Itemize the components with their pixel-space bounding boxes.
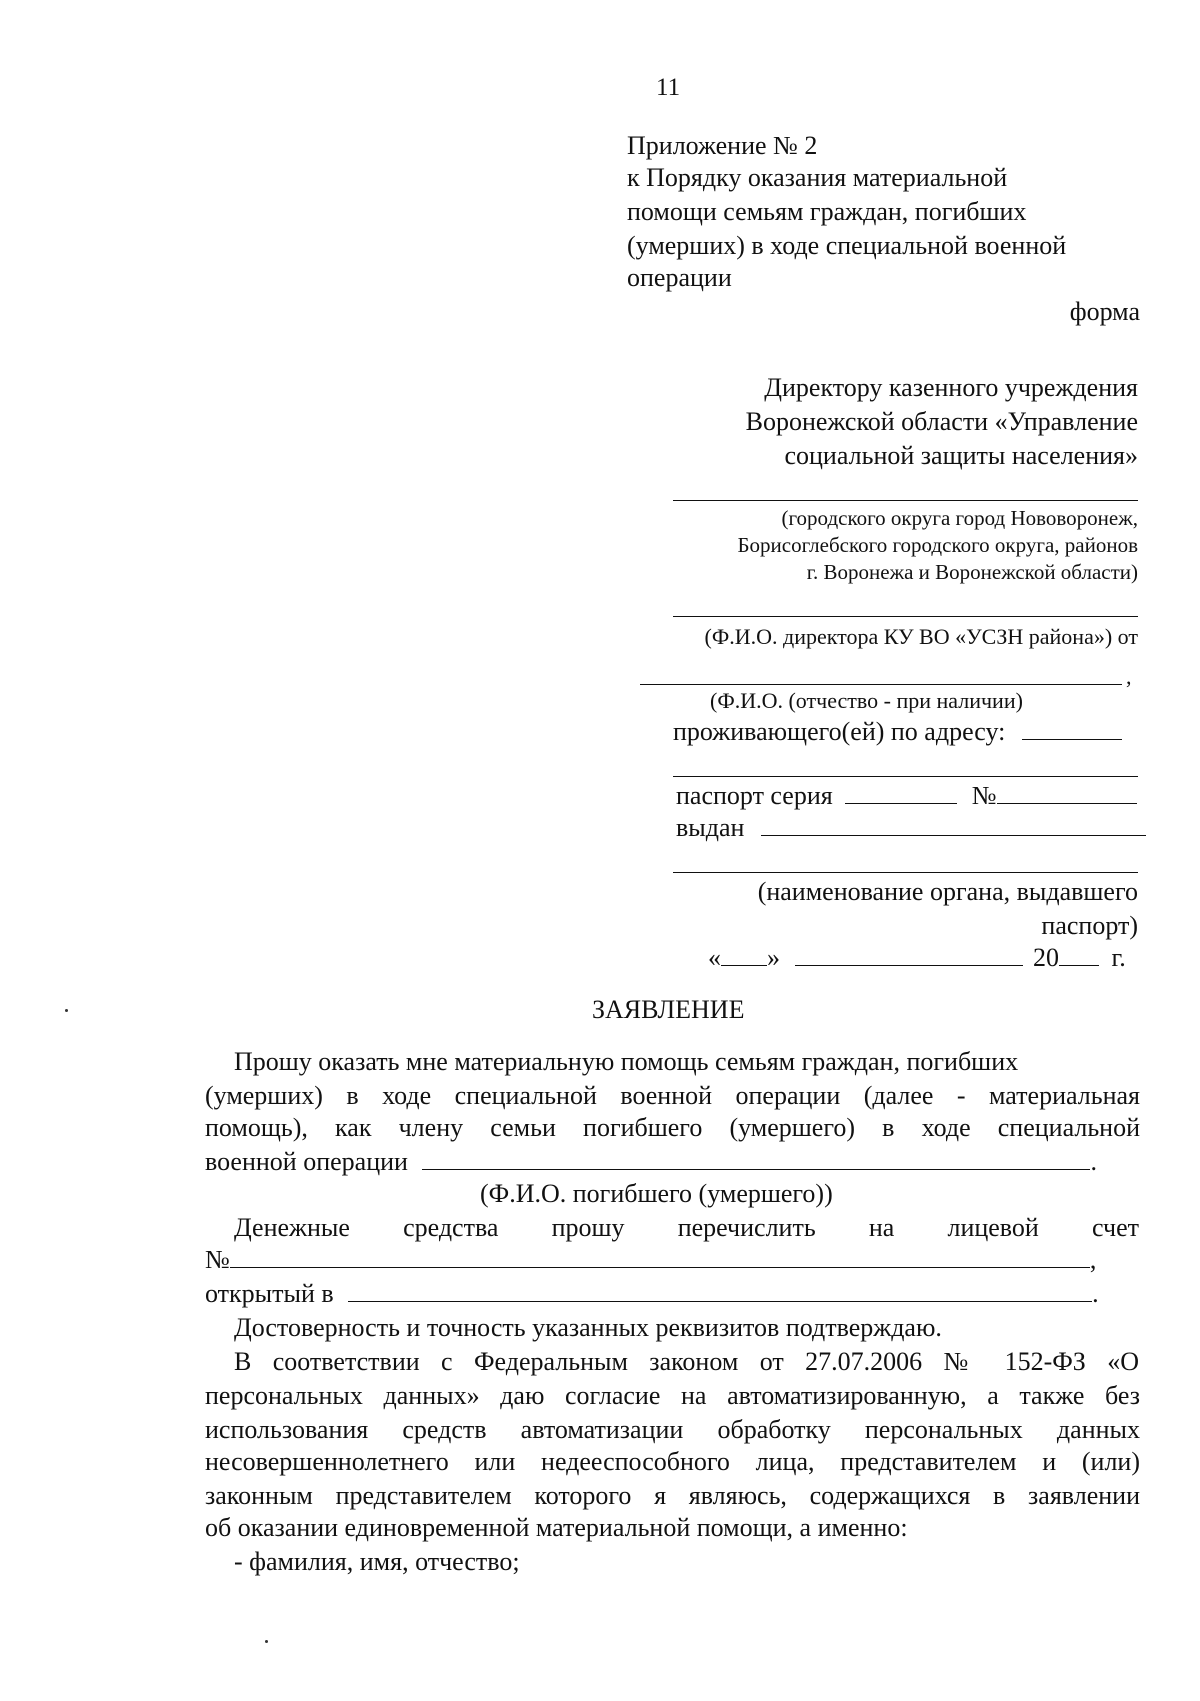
issued-row (676, 812, 1146, 844)
consent-line-text: использования средств автоматизации обработку персональных данных (205, 1415, 1140, 1444)
page-number: 11 (656, 74, 681, 101)
body-line (205, 1080, 1140, 1112)
deceased-note: (Ф.И.О. погибшего (умершего)) (480, 1179, 833, 1208)
district-note: Борисоглебского городского округа, районов (737, 533, 1138, 557)
director-name-blank-line[interactable] (673, 616, 1138, 617)
consent-line (205, 1446, 1140, 1478)
address-continuation-line[interactable] (673, 776, 1138, 777)
passport-series-label: паспорт серия (676, 781, 833, 810)
consent-line (234, 1346, 1139, 1378)
consent-line (205, 1480, 1140, 1512)
date-open-quote: « (708, 943, 721, 972)
scan-speck (65, 1009, 68, 1012)
addressee-line: Директору казенного учреждения (764, 373, 1138, 402)
district-note: (городского округа город Нововоронеж, (781, 506, 1138, 530)
applicant-note: (Ф.И.О. (отчество - при наличии) (710, 688, 1023, 713)
body-line (234, 1046, 1139, 1078)
scan-speck (265, 1640, 268, 1643)
issuer-note-line: (наименование органа, выдавшего (757, 877, 1138, 906)
passport-row (676, 780, 1137, 812)
account-number-field[interactable] (230, 1245, 1090, 1268)
statement-title: ЗАЯВЛЕНИЕ (592, 995, 745, 1024)
body-line-text: помощь), как члену семьи погибшего (умершего) в ходе специальной (205, 1113, 1140, 1142)
opened-label: открытый в (205, 1279, 334, 1308)
deceased-name-field[interactable] (422, 1147, 1090, 1170)
deceased-row (205, 1146, 1097, 1178)
consent-line (205, 1380, 1140, 1412)
funds-line (234, 1212, 1139, 1244)
director-note: (Ф.И.О. директора КУ ВО «УСЗН района») от (704, 624, 1138, 649)
list-item: - фамилия, имя, отчество; (234, 1547, 520, 1576)
address-label: проживающего(ей) по адресу: (673, 717, 1006, 746)
account-row (205, 1244, 1096, 1276)
addressee-line: социальной защиты населения» (784, 441, 1138, 470)
consent-line (205, 1414, 1140, 1446)
body-line-text: (умерших) в ходе специальной военной операции (далее - материальная (205, 1081, 1140, 1110)
consent-line-text: В соответствии с Федеральным законом от 27.07.2006 № 152-ФЗ «О (234, 1347, 1139, 1376)
consent-line-text: законным представителем которого я являюсь, содержащихся в заявлении (205, 1481, 1140, 1510)
issuer-blank-line[interactable] (673, 872, 1138, 873)
district-blank-line[interactable] (673, 500, 1138, 501)
appendix-line: операции (627, 263, 732, 292)
address-row (673, 716, 1122, 748)
passport-number-field[interactable] (997, 781, 1137, 804)
account-label: № (205, 1245, 230, 1274)
district-note: г. Воронежа и Воронежской области) (806, 560, 1138, 584)
funds-word: средства (403, 1213, 499, 1242)
deceased-label: военной операции (205, 1147, 408, 1176)
consent-line-text: об оказании единовременной материальной помощи, а именно: (205, 1513, 908, 1542)
confirm-line: Достоверность и точность указанных реквизитов подтверждаю. (234, 1313, 942, 1342)
funds-word: прошу (551, 1213, 625, 1242)
issuer-note-line: паспорт) (1041, 911, 1138, 940)
consent-line-text: персональных данных» даю согласие на автоматизированную, а также без (205, 1381, 1140, 1410)
passport-number-label: № (971, 781, 997, 810)
issued-field[interactable] (761, 813, 1146, 836)
date-day-field[interactable] (721, 943, 767, 966)
account-row-end: , (1089, 1245, 1097, 1274)
passport-series-field[interactable] (845, 781, 957, 804)
issued-label: выдан (676, 813, 745, 842)
date-month-field[interactable] (795, 943, 1023, 966)
funds-word: счет (1091, 1213, 1139, 1242)
bank-field[interactable] (348, 1279, 1092, 1302)
consent-line (205, 1512, 908, 1544)
appendix-line: (умерших) в ходе специальной военной (627, 231, 1067, 260)
form-label: форма (1069, 297, 1140, 326)
address-field[interactable] (1022, 717, 1122, 740)
appendix-title: Приложение № 2 (627, 131, 818, 160)
date-year-prefix: 20 (1033, 943, 1059, 972)
funds-word: перечислить (677, 1213, 816, 1242)
date-close-quote: » (767, 943, 780, 972)
appendix-line: помощи семьям граждан, погибших (627, 197, 1027, 226)
body-line (205, 1112, 1140, 1144)
deceased-row-end: . (1090, 1147, 1097, 1176)
opened-row (205, 1278, 1099, 1310)
funds-word: на (868, 1213, 895, 1242)
date-year-suffix: г. (1111, 943, 1126, 972)
date-year-field[interactable] (1059, 943, 1099, 966)
applicant-comma: , (1126, 664, 1132, 689)
funds-word: лицевой (947, 1213, 1039, 1242)
date-row (708, 942, 1126, 974)
appendix-line: к Порядку оказания материальной (627, 163, 1008, 192)
funds-word: Денежные (234, 1213, 350, 1242)
addressee-line: Воронежской области «Управление (745, 407, 1138, 436)
body-line-text: Прошу оказать мне материальную помощь семьям граждан, погибших (234, 1047, 1019, 1076)
opened-row-end: . (1092, 1279, 1099, 1308)
consent-line-text: несовершеннолетнего или недееспособного лица, представителем и (или) (205, 1447, 1140, 1476)
applicant-name-blank-line[interactable] (640, 684, 1122, 685)
